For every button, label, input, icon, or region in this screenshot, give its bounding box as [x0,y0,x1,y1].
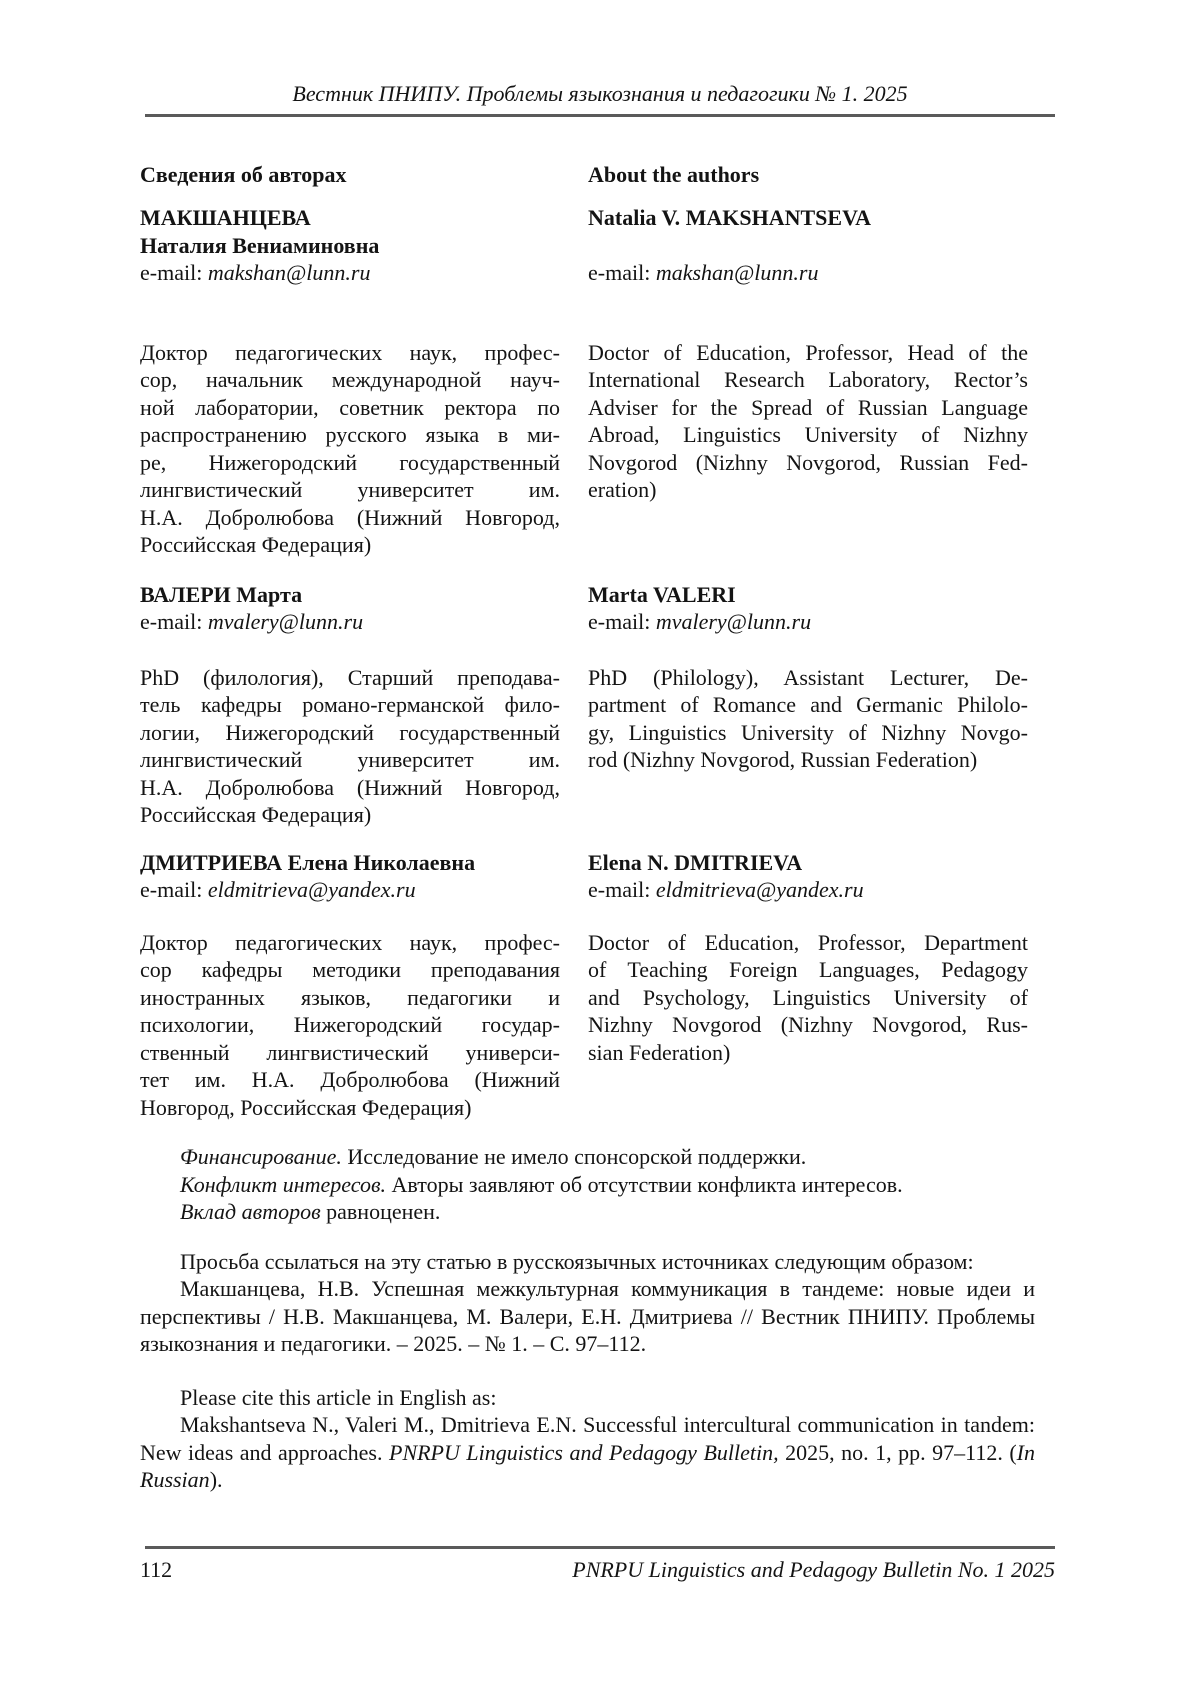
footer-rule [145,1546,1055,1549]
section-title-ru: Сведения об авторах [140,161,347,187]
running-head: Вестник ПНИПУ. Проблемы языкознания и педагогики № 1. 2025 [292,81,908,106]
author1-bio-ru: Доктор педагогических наук, профес- сор, начальник международной науч- ной лаборатории, советник ректора по распространению русского языка в ми- ре, Нижегородский государственный лингвистический университет им. Н.А. Добролюбова (Нижний Новгород, Российсская Федерация) [140,339,560,557]
email-address: mvalery@lunn.ru [655,609,812,634]
author1-bio-en: Doctor of Education, Professor, Head of the International Research Laboratory, Rector’s Adviser for the Spread of Russian Language Abroad, Linguistics University of Nizhny Novgorod (Nizhny Novgorod, Russian Fed- eration) [588,339,1028,502]
author2-email-ru [140,608,560,636]
funding-lead: Финансирование. [180,1144,342,1169]
author2-bio-ru: PhD (филология), Старший преподава- тель кафедры романо-германской фило- логии, Нижегородский государственный лингвистический университет им. Н.А. Добролюбова (Нижний Новгород, Российсская Федерация) [140,664,560,827]
citation-en-in-russian: In Russian [140,1439,1035,1492]
author3-block-en [588,849,1028,904]
citation-instruction-en: Please cite this article in English as: [180,1384,497,1410]
about-authors-content [140,161,1035,1494]
email-address: mvalery@lunn.ru [207,609,364,634]
funding-text: Исследование не имело спонсорской поддержки. [341,1144,807,1169]
email-address: makshan@lunn.ru [207,260,371,285]
author3-name-ru: ДМИТРИЕВА Елена Николаевна [140,849,476,875]
citation-en-journal: PNRPU Linguistics and Pedagogy Bulletin, [389,1439,779,1465]
author2-block-ru [140,581,560,636]
author3-name-en: Elena N. DMITRIEVA [588,849,803,875]
email-label: e-mail: [140,260,208,285]
author1-name-ru: МАКШАНЦЕВА Наталия Вениаминовна [140,205,380,258]
author3-bio-en: Doctor of Education, Professor, Department of Teaching Foreign Languages, Pedagogy and Psychology, Linguistics University of Nizhny Novgorod (Nizhny Novgorod, Rus- sian Federation) [588,929,1028,1065]
conflict-note [140,1171,1035,1199]
email-label: e-mail: [588,260,656,285]
citation-instruction-ru: Просьба ссылаться на эту статью в русскоязычных источниках следующим образом: [180,1248,974,1274]
author3-bio-ru: Доктор педагогических наук, профес- сор кафедры методики преподавания иностранных языков, педагогики и психологии, Нижегородский государ- ственный лингвистический универси- тет им. Н.А. Добролюбова (Нижний Новгород, Российсская Федерация) [140,929,560,1120]
author2-block-en [588,581,1028,636]
citation-block-en [140,1384,1035,1494]
citation-block-ru [140,1248,1035,1358]
author2-email-en [588,608,1028,636]
citation-en-part1: Makshantseva N., Valeri M., Dmitrieva E.N. Successful intercultural communication in tandem: New ideas and approaches. [140,1412,1035,1465]
citation-en-part2: 2025, no. 1, pp. 97–112. ( [778,1439,1017,1465]
citation-en [140,1411,1035,1494]
author2-bio-en: PhD (Philology), Assistant Lecturer, De- partment of Romance and Germanic Philolo- gy, Linguistics University of Nizhny Novgo- rod (Nizhny Novgorod, Russian Federation) [588,664,1028,772]
author1-email-en [588,259,1028,287]
author1-block-en [588,204,1028,287]
email-label: e-mail: [140,877,208,902]
email-label: e-mail: [588,877,656,902]
author1-name-en: Natalia V. MAKSHANTSEVA [588,205,872,230]
section-title-en: About the authors [588,161,760,187]
author1-block-ru [140,204,560,287]
page-footer [0,1546,1200,1584]
email-address: eldmitrieva@yandex.ru [655,877,864,902]
citation-ru: Макшанцева, Н.В. Успешная межкультурная коммуникация в тандеме: новые идеи и перспективы / Н.В. Макшанцева, М. Валери, Е.Н. Дмитриева // Вестник ПНИПУ. Проблемы языкознания и педагогики. – 2025. – № 1. – С. 97–112. [140,1276,1035,1356]
author2-name-en: Marta VALERI [588,581,736,607]
email-label: e-mail: [140,609,208,634]
author3-block-ru [140,849,560,904]
footer-journal-title: PNRPU Linguistics and Pedagogy Bulletin No. 1 2025 [572,1556,1055,1582]
header-rule [145,114,1055,117]
email-address: eldmitrieva@yandex.ru [207,877,416,902]
funding-note [140,1143,1035,1171]
contribution-lead: Вклад авторов [180,1199,321,1224]
email-label: e-mail: [588,609,656,634]
author3-email-ru [140,876,560,904]
author3-email-en [588,876,1028,904]
citation-en-part3: ). [209,1467,223,1492]
email-address: makshan@lunn.ru [655,260,819,285]
page-number: 112 [140,1556,173,1582]
contribution-note [140,1198,1035,1226]
contribution-text: равноценен. [320,1199,441,1224]
author2-name-ru: ВАЛЕРИ Марта [140,581,303,607]
notes-block [140,1143,1035,1226]
author1-email-ru [140,259,560,287]
conflict-text: Авторы заявляют об отсутствии конфликта интересов. [386,1171,903,1197]
conflict-lead: Конфликт интересов. [180,1171,387,1197]
